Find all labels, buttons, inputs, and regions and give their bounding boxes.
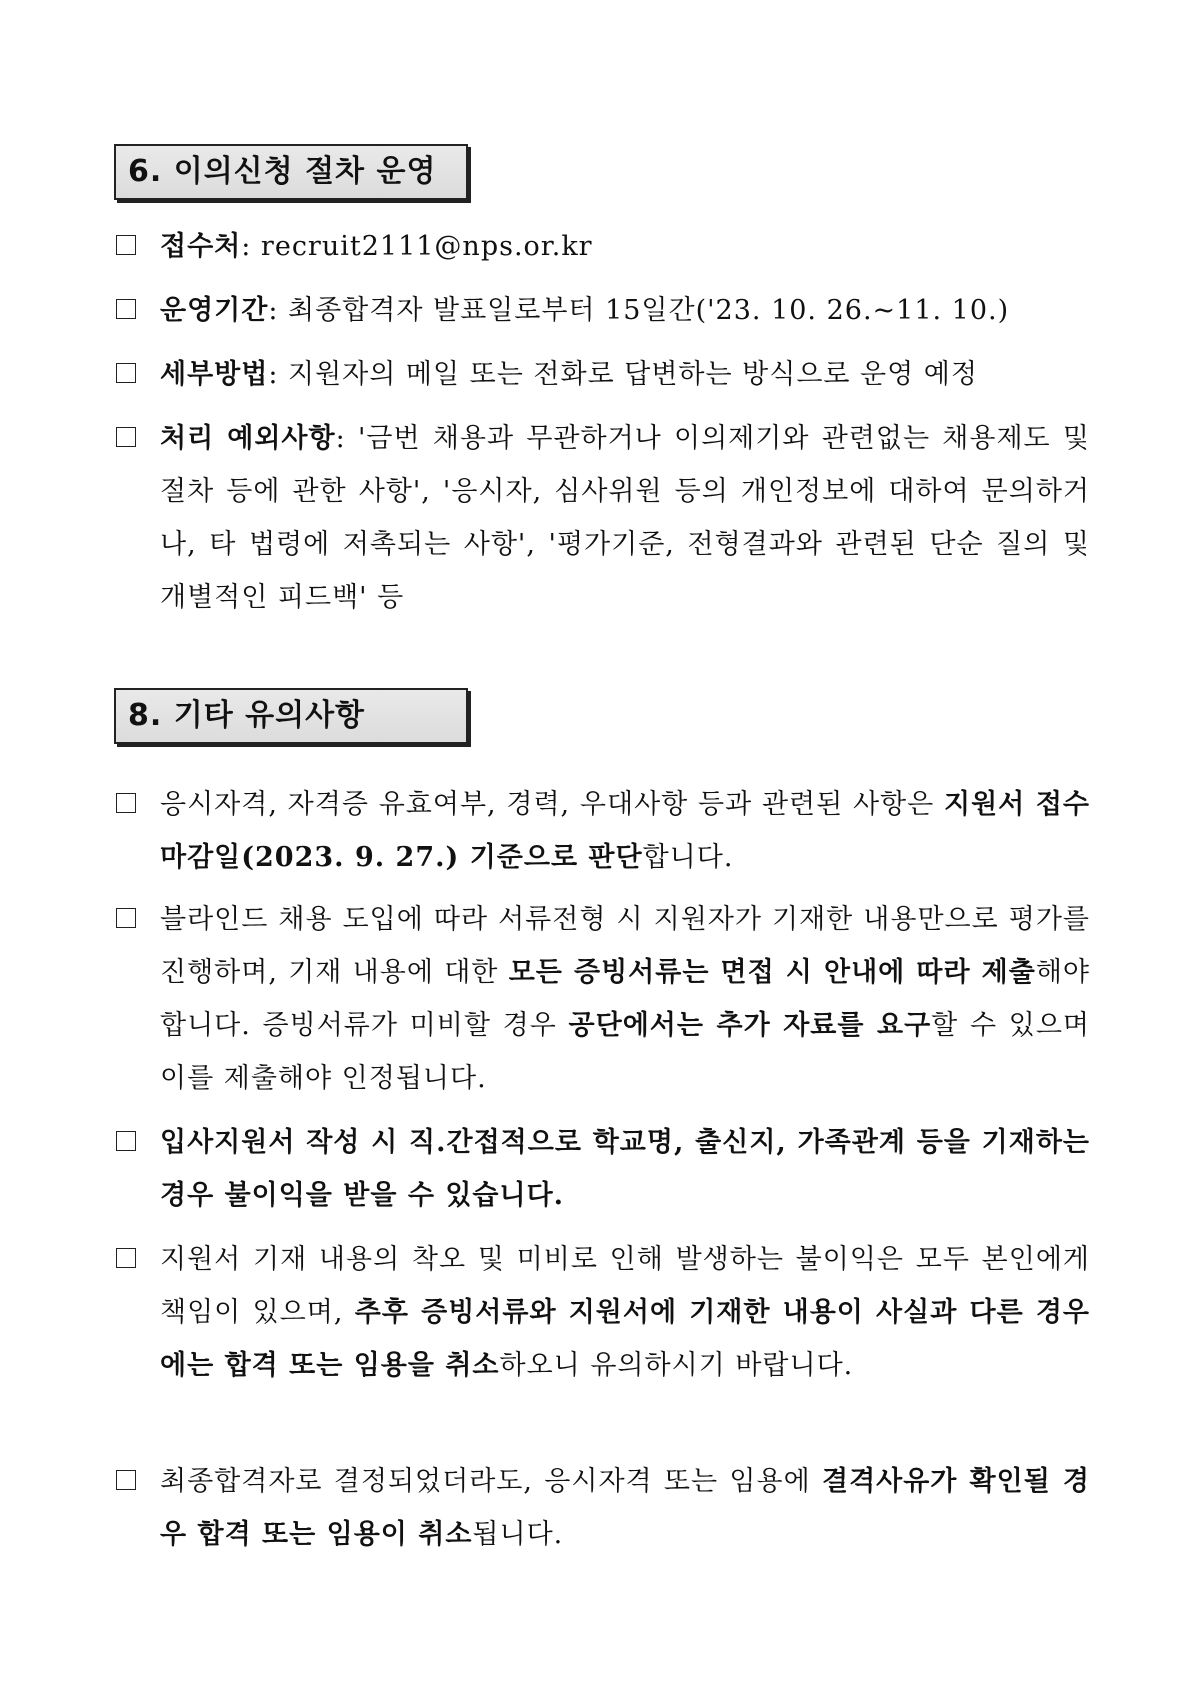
item-body: : 최종합격자 발표일로부터 15일간('23. 10. 26.~11. 10.): [268, 295, 1010, 326]
item-bold-text: 추후 증빙서류와 지원서에 기재한 내용이 사실과 다른 경우에는 합격 또는 임용을 취소: [160, 1297, 1090, 1381]
checkbox-bullet-icon: [116, 235, 136, 255]
item-body: : recruit2111@nps.or.kr: [241, 231, 593, 262]
item-bold-text: 공단에서는 추가 자료를 요구: [568, 1010, 932, 1041]
checkbox-bullet-icon: [116, 363, 136, 383]
section-8-heading: 8. 기타 유의사항: [114, 688, 468, 744]
list-item-method: [116, 348, 1090, 401]
list-item-responsibility: [116, 1233, 1090, 1392]
item-label: 운영기간: [160, 295, 269, 326]
item-text: 할 수 있으며 이를 제출해야 인정됩니다.: [160, 1010, 1091, 1094]
list-item-exceptions: [116, 412, 1090, 624]
item-text: 최종합격자로 결정되었더라도, 응시자격 또는 임용에: [160, 1466, 822, 1497]
list-item-period: [116, 284, 1090, 337]
list-item-eligibility: [116, 778, 1090, 884]
item-text: 됩니다.: [472, 1519, 564, 1550]
item-text: 지원서 기재 내용의 착오 및 미비로 인해 발생하는 불이익은 모두 본인에게 책임이 있으며,: [160, 1244, 1090, 1328]
list-item-blind-hiring: [116, 893, 1090, 1105]
item-text: 합니다.: [642, 842, 734, 873]
section-6-heading: 6. 이의신청 절차 운영: [114, 144, 468, 200]
item-text: 하오니 유의하시기 바랍니다.: [499, 1350, 854, 1381]
item-label: 처리 예외사항: [160, 423, 336, 454]
item-bold-text: 입사지원서 작성 시 직.간접적으로 학교명, 출신지, 가족관계 등을 기재하는 경우 불이익을 받을 수 있습니다.: [160, 1127, 1090, 1211]
item-label: 세부방법: [160, 359, 269, 390]
item-text: 응시자격, 자격증 유효여부, 경력, 우대사항 등과 관련된 사항은: [160, 789, 944, 820]
item-text: 해야 합니다. 증빙서류가 미비할 경우: [160, 957, 1090, 1041]
item-bold-text: 지원서 접수 마감일(2023. 9. 27.) 기준으로 판단: [160, 789, 1090, 873]
item-bold-text: 결격사유가 확인될 경우 합격 또는 임용이 취소: [160, 1466, 1090, 1550]
item-text: 블라인드 채용 도입에 따라 서류전형 시 지원자가 기재한 내용만으로 평가를 진행하며, 기재 내용에 대한: [160, 904, 1090, 988]
checkbox-bullet-icon: [116, 1248, 136, 1268]
item-body: : 지원자의 메일 또는 전화로 답변하는 방식으로 운영 예정: [268, 359, 978, 390]
list-item-reception: [116, 220, 1090, 273]
checkbox-bullet-icon: [116, 299, 136, 319]
item-bold-text: 모든 증빙서류는 면접 시 안내에 따라 제출: [508, 957, 1036, 988]
item-body: : '금번 채용과 무관하거나 이의제기와 관련없는 채용제도 및 절차 등에 관한 사항', '응시자, 심사위원 등의 개인정보에 대하여 문의하거나, 타 법령에 저촉되는 사항', '평가기준, 전형결과와 관련된 단순 질의 및 개별적인 피드백' 등: [160, 423, 1090, 613]
checkbox-bullet-icon: [116, 908, 136, 928]
checkbox-bullet-icon: [116, 427, 136, 447]
list-item-disqualification: [116, 1455, 1090, 1561]
checkbox-bullet-icon: [116, 793, 136, 813]
list-item-application-warning: [116, 1116, 1090, 1222]
checkbox-bullet-icon: [116, 1470, 136, 1490]
checkbox-bullet-icon: [116, 1131, 136, 1151]
item-label: 접수처: [160, 231, 242, 262]
